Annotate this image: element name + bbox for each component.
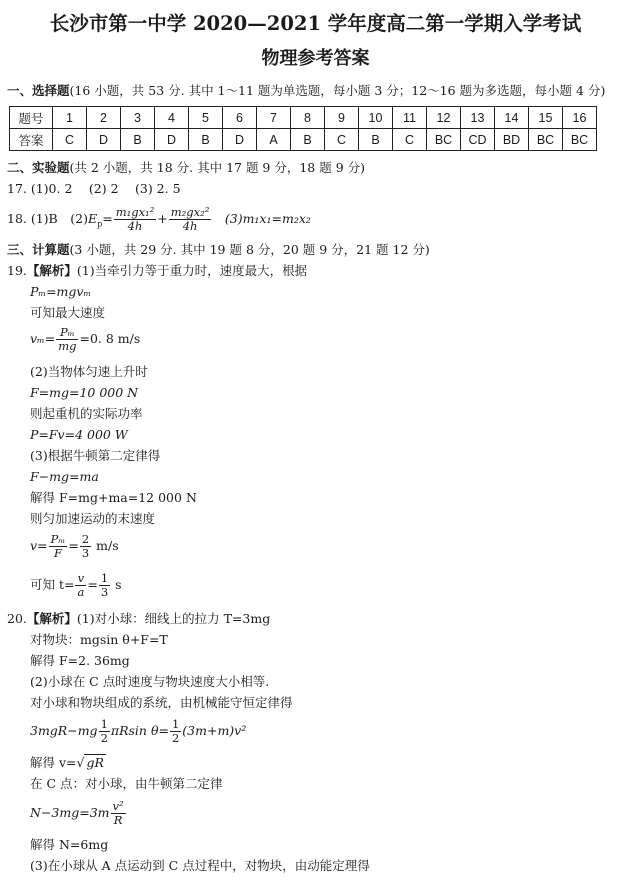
section-1-desc: (16 小题，共 53 分. 其中 1～11 题为单选题，每小题 3 分；12～16 题为多选题，每小题 4 分) — [69, 83, 606, 98]
q20-heading — [7, 611, 270, 627]
q19-fraction: $\frac{\text{Pₘ}}{F}$ — [50, 532, 66, 560]
q19-unit: s — [115, 577, 122, 592]
q19-line: 可知最大速度 — [30, 305, 106, 320]
q19-fraction: $\frac{v}{a}$ — [77, 571, 85, 599]
table-cell: BC — [529, 129, 563, 151]
section-1-label: 一、选择题 — [7, 83, 70, 98]
q20-root: gR — [86, 755, 104, 770]
q20-l5-a: 3mgR−mg — [30, 723, 98, 738]
q19-fraction: $\frac{2}{3}$ — [81, 532, 90, 560]
q19-text: (1)当牵引力等于重力时，速度最大，根据 — [76, 263, 308, 278]
q18-part3: (3)m₁x₁=m₂x₂ — [224, 211, 311, 226]
q19-line: P=Fv=4 000 W — [30, 427, 128, 442]
q19-fraction: $\frac{\text{Pₘ}}{mg}$ — [58, 325, 77, 353]
table-cell: C — [325, 129, 359, 151]
q19-line: 则匀加速运动的末速度 — [30, 511, 156, 526]
q19-l13-lhs: 可知 t= — [30, 577, 75, 592]
table-cell: A — [257, 129, 291, 151]
q18-plus: + — [157, 211, 168, 226]
table-cell: 6 — [223, 107, 257, 129]
table-cell: CD — [461, 129, 495, 151]
table-row-numbers — [10, 107, 597, 129]
section-3-heading — [7, 242, 430, 258]
table-cell: BC — [563, 129, 597, 151]
table-cell: C — [393, 129, 427, 151]
q18-fraction-2: $\frac{\text{m₂gx₂²}}{4h}$ — [170, 205, 210, 233]
q19-line: 则起重机的实际功率 — [30, 406, 143, 421]
q20-tag: 【解析】 — [26, 611, 77, 626]
q19-line: Pₘ=mgvₘ — [30, 284, 92, 299]
table-cell: 5 — [189, 107, 223, 129]
q19-line: (3)根据牛顿第二定律得 — [30, 448, 161, 463]
q20-fraction: $\frac{1}{2}$ — [171, 717, 180, 745]
table-cell: 13 — [461, 107, 495, 129]
q19-eq: = — [68, 538, 79, 553]
table-cell: 11 — [393, 107, 427, 129]
q18-part1: 18. (1)B (2) — [7, 211, 88, 226]
q18-eq: = — [102, 211, 113, 226]
table-cell: 1 — [53, 107, 87, 129]
question-17: 17. (1)0. 2 (2) 2 (3) 2. 5 — [7, 181, 181, 196]
table-cell: 16 — [563, 107, 597, 129]
q19-line-formula — [30, 572, 122, 599]
q19-unit: m/s — [96, 538, 119, 553]
table-cell: 14 — [495, 107, 529, 129]
table-cell: B — [189, 129, 223, 151]
section-1-heading — [7, 83, 605, 99]
q19-eq: = — [87, 577, 98, 592]
q20-line: (2)小球在 C 点时速度与物块速度大小相等. — [30, 674, 270, 689]
section-3-label: 三、计算题 — [7, 242, 70, 257]
q20-line: (3)在小球从 A 点运动到 C 点过程中，对物块，由动能定理得 — [30, 858, 370, 873]
q20-line: 解得 F=2. 36mg — [30, 653, 130, 668]
q19-line-formula — [30, 326, 140, 353]
q20-line: 解得 N=6mg — [30, 837, 109, 852]
q19-heading — [7, 263, 307, 279]
q19-tag: 【解析】 — [26, 263, 77, 278]
q19-l3-lhs: vₘ= — [30, 331, 56, 346]
q19-l12-lhs: v= — [30, 538, 48, 553]
q20-line-formula — [30, 718, 246, 745]
q18-ep: E — [87, 211, 98, 226]
table-cell: B — [121, 129, 155, 151]
table-row-answers — [10, 129, 597, 151]
table-cell: BD — [495, 129, 529, 151]
section-2-desc: (共 2 小题，共 18 分. 其中 17 题 9 分，18 题 9 分) — [69, 160, 365, 175]
q20-line-formula — [30, 800, 127, 827]
table-row-label: 答案 — [10, 129, 53, 151]
q18-fraction-1: $\frac{\text{m₁gx₁²}}{4h}$ — [115, 205, 155, 233]
q19-line: (2)当物体匀速上升时 — [30, 364, 148, 379]
table-cell: 2 — [87, 107, 121, 129]
sqrt-icon: √ — [76, 755, 85, 770]
q20-number: 20. — [7, 611, 27, 626]
q18-ep-sub: p — [97, 219, 103, 229]
q20-fraction: $\frac{1}{2}$ — [100, 717, 108, 745]
q20-line: 对小球和物块组成的系统，由机械能守恒定律得 — [30, 695, 293, 710]
question-18 — [7, 206, 311, 233]
answer-table — [9, 106, 597, 151]
table-cell: C — [53, 129, 87, 151]
q19-fraction: $\frac{1}{3}$ — [100, 571, 109, 599]
section-2-heading — [7, 160, 365, 176]
q20-l5-c: (3m+m)v² — [182, 723, 247, 738]
table-cell: 4 — [155, 107, 189, 129]
q20-fraction: $\frac{\text{v²}}{R}$ — [112, 799, 124, 827]
table-cell: 8 — [291, 107, 325, 129]
section-2-label: 二、实验题 — [7, 160, 70, 175]
table-cell: D — [87, 129, 121, 151]
q19-number: 19. — [7, 263, 27, 278]
q19-line: 解得 F=mg+ma=12 000 N — [30, 490, 197, 505]
q20-l8-a: N−3mg=3m — [30, 805, 110, 820]
page-subtitle: 物理参考答案 — [261, 48, 370, 69]
table-cell: 12 — [427, 107, 461, 129]
table-cell: 7 — [257, 107, 291, 129]
q19-l3-rhs: =0. 8 m/s — [79, 331, 141, 346]
q20-line-formula — [30, 755, 106, 771]
page-title: 长沙市第一中学 2020—2021 学年度高二第一学期入学考试 — [49, 12, 582, 35]
q20-line: 在 C 点：对小球，由牛顿第二定律 — [30, 776, 223, 791]
table-cell: BC — [427, 129, 461, 151]
table-cell: D — [223, 129, 257, 151]
q20-line: 对物块：mgsin θ+F=T — [30, 632, 168, 647]
q20-text: (1)对小球：细线上的拉力 T=3mg — [76, 611, 271, 626]
table-row-label: 题号 — [10, 107, 53, 129]
table-cell: 3 — [121, 107, 155, 129]
q20-l5-b: πRsin θ= — [110, 723, 169, 738]
q20-l6-a: 解得 v= — [30, 755, 77, 770]
table-cell: B — [291, 129, 325, 151]
table-cell: B — [359, 129, 393, 151]
section-3-desc: (3 小题，共 29 分. 其中 19 题 8 分，20 题 9 分，21 题 12 分) — [69, 242, 430, 257]
q19-line: F−mg=ma — [30, 469, 99, 484]
q19-line-formula — [30, 533, 119, 560]
q19-line: F=mg=10 000 N — [30, 385, 139, 400]
table-cell: 10 — [359, 107, 393, 129]
table-cell: D — [155, 129, 189, 151]
table-cell: 9 — [325, 107, 359, 129]
table-cell: 15 — [529, 107, 563, 129]
